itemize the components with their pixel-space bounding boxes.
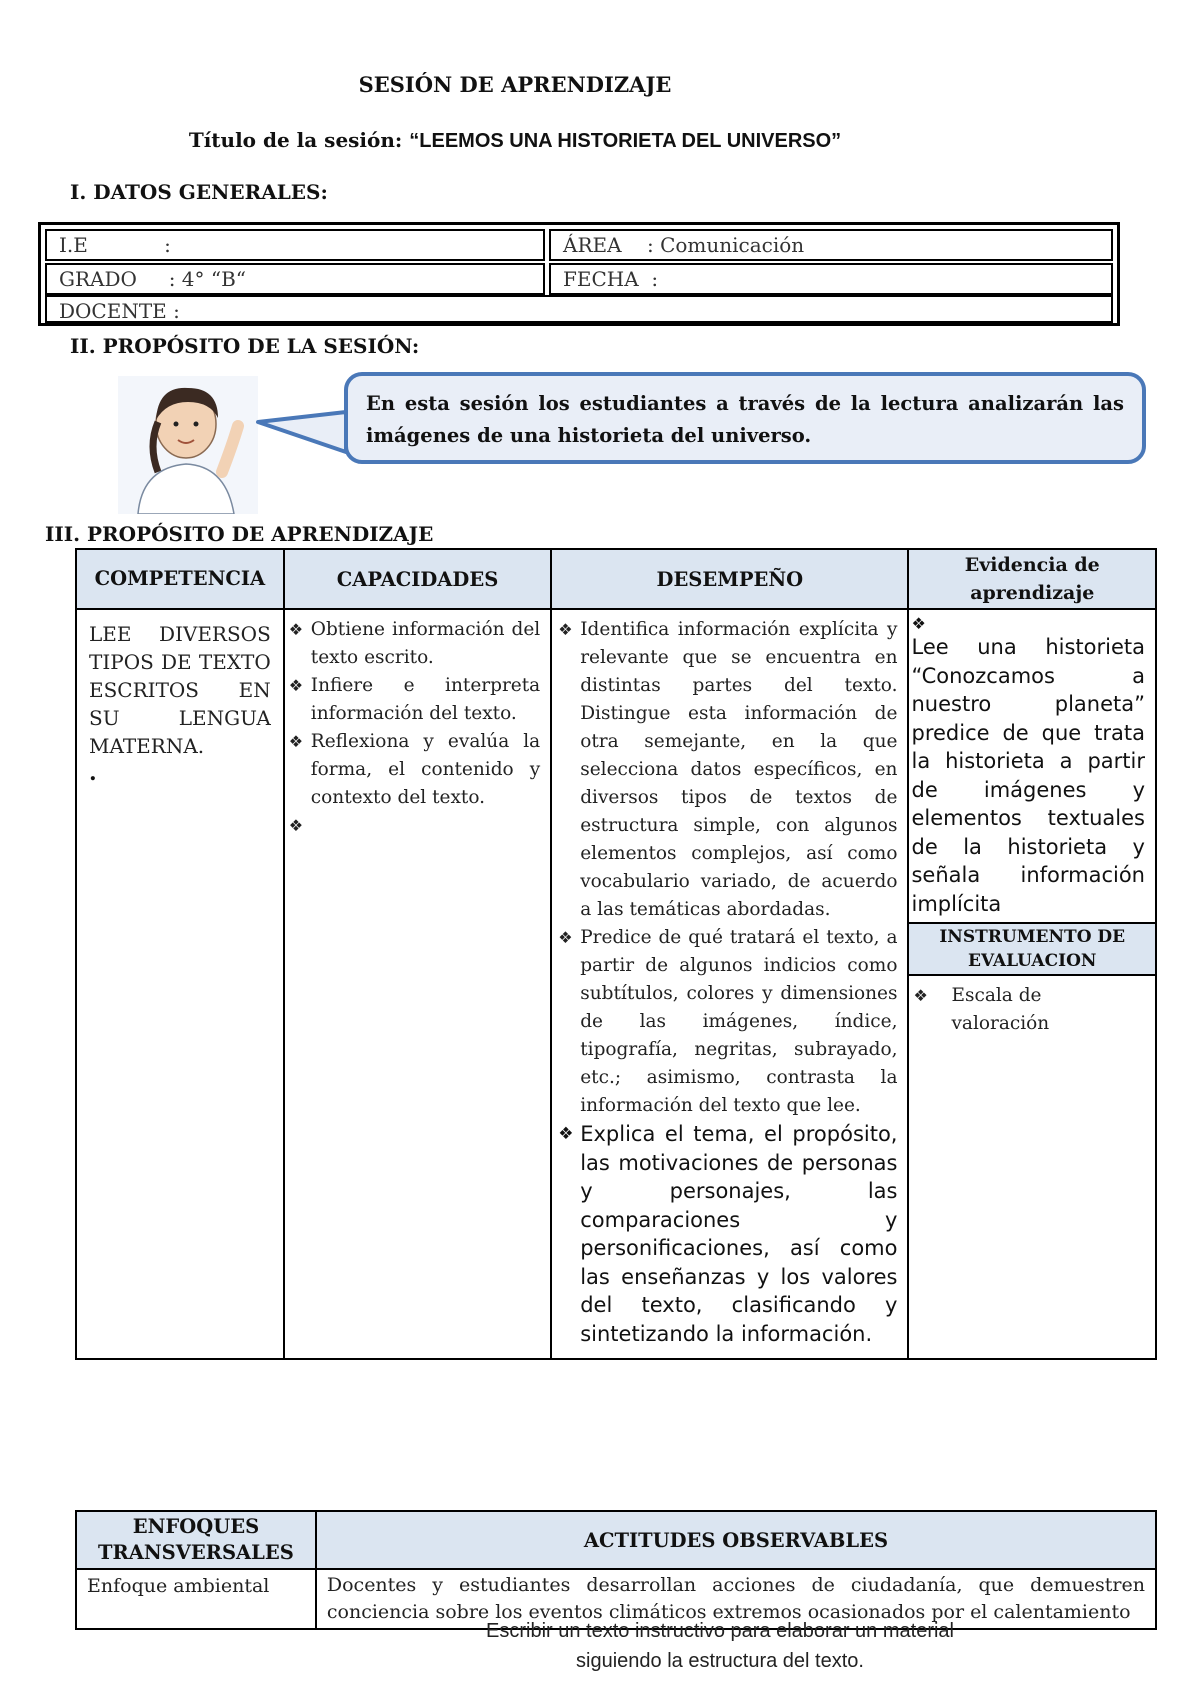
- competencia-text: LEE DIVERSOS TIPOS DE TEXTO ESCRITOS EN SU LENGUA MATERNA.: [89, 622, 271, 758]
- section-proposito-aprendizaje: III. PROPÓSITO DE APRENDIZAJE: [45, 522, 434, 546]
- evidencia-text: Lee una historieta “Conozcamos a nuestro planeta” predice de que trata la historieta a partir de imágenes y elementos textuales de la historieta y señala información implícita: [911, 635, 1145, 916]
- session-label: Título de la sesión:: [188, 128, 403, 152]
- evidencia-cell: [908, 609, 1156, 923]
- competencia-cell: [76, 609, 284, 1359]
- purpose-bubble: En esta sesión los estudiantes a través de la lectura analizarán las imágenes de una historieta del universo.: [344, 372, 1146, 464]
- fecha-field: FECHA :: [549, 263, 1113, 295]
- list-item: ❖ Explica el tema, el propósito, las motivaciones de personas y personajes, las comparaciones y personificaciones, así como las enseñanzas y los valores del texto, clasificando y sintetizando la información.: [558, 1122, 898, 1346]
- list-item: ❖ Infiere e interpreta información del texto.: [288, 675, 541, 724]
- header-desempeno: DESEMPEÑO: [551, 549, 908, 609]
- footer-line-2: siguiendo la estructura del texto.: [576, 1650, 864, 1672]
- enfoques-table: [75, 1510, 1157, 1630]
- datos-generales-box: [38, 222, 1120, 326]
- list-item: ❖ Identifica información explícita y relevante que se encuentra en distintas partes del texto. Distingue esta información de otra semejante, en la que selecciona datos específicos, en diversos tipos de textos de estructura simple, con algunos elementos complejos, así como vocabulario variado, de acuerdo a las temáticas abordadas.: [558, 619, 898, 920]
- ie-field: I.E :: [45, 229, 545, 261]
- list-item: ❖ Predice de qué tratará el texto, a partir de algunos indicios como subtítulos, colores y dimensiones de las imágenes, índice, tipografía, negritas, subrayado, etc.; asimismo, contrasta la información del texto que lee.: [558, 927, 898, 1116]
- instrumento-cell: [908, 975, 1156, 1359]
- session-name: “LEEMOS UNA HISTORIETA DEL UNIVERSO”: [409, 130, 842, 152]
- speech-pointer: [256, 408, 348, 454]
- session-title: [0, 128, 1030, 153]
- desempeno-cell: [551, 609, 908, 1359]
- document-title: SESIÓN DE APRENDIZAJE: [358, 72, 672, 97]
- learning-table: [75, 548, 1157, 1360]
- grado-field: GRADO : 4° “B“: [45, 263, 545, 295]
- list-item: ❖ Obtiene información del texto escrito.: [288, 619, 541, 668]
- bullet-icon: ❖: [911, 614, 926, 633]
- section-datos-generales: I. DATOS GENERALES:: [70, 180, 328, 204]
- competencia-dot: .: [89, 760, 97, 786]
- header-enfoques: ENFOQUES TRANSVERSALES: [76, 1511, 316, 1569]
- area-field: ÁREA : Comunicación: [549, 229, 1113, 261]
- header-instrumento: INSTRUMENTO DE EVALUACION: [908, 923, 1156, 975]
- actitud-cell: Docentes y estudiantes desarrollan acciones de ciudadanía, que demuestren conciencia sobre los eventos climáticos extremos ocasionados por el calentamiento: [316, 1569, 1156, 1629]
- header-actitudes: ACTITUDES OBSERVABLES: [316, 1511, 1156, 1569]
- footer-note: [420, 1616, 1020, 1676]
- capacidades-cell: [284, 609, 551, 1359]
- section-proposito-sesion: II. PROPÓSITO DE LA SESIÓN:: [70, 334, 420, 358]
- list-item: ❖: [288, 816, 304, 835]
- list-item: ❖ Escala de valoración: [913, 985, 1050, 1034]
- footer-line-1: Escribir un texto instructivo para elaborar un material: [486, 1620, 954, 1642]
- enfoque-cell: Enfoque ambiental: [76, 1569, 316, 1629]
- student-illustration: [118, 376, 258, 514]
- header-evidencia: Evidencia de aprendizaje: [908, 549, 1156, 609]
- header-competencia: COMPETENCIA: [76, 549, 284, 609]
- docente-field: DOCENTE :: [45, 295, 1113, 323]
- list-item: ❖ Reflexiona y evalúa la forma, el contenido y contexto del texto.: [288, 731, 541, 808]
- header-capacidades: CAPACIDADES: [284, 549, 551, 609]
